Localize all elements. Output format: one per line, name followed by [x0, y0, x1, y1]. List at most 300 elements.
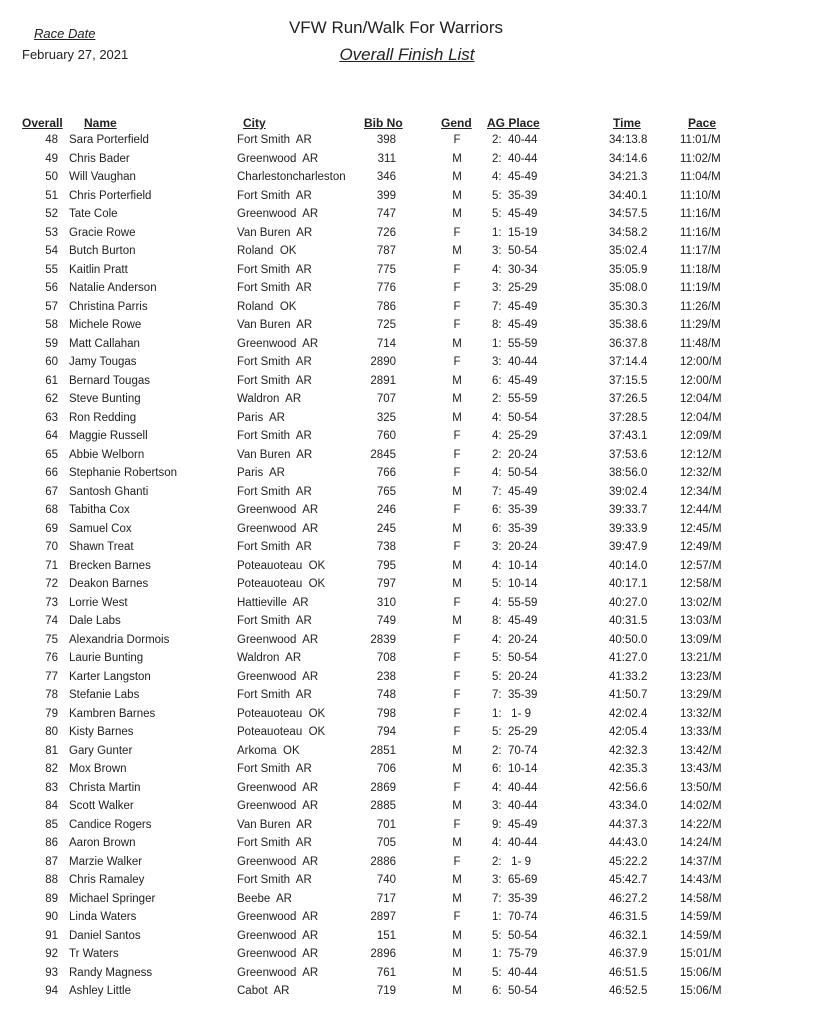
table-row	[0, 338, 820, 356]
table-row	[0, 319, 820, 337]
overall-cell: 67	[45, 485, 58, 498]
time-cell: 34:58.2	[609, 226, 648, 239]
name-cell: Candice Rogers	[69, 818, 152, 831]
table-row	[0, 282, 820, 300]
pace-cell: 14:43/M	[680, 874, 722, 886]
overall-cell: 62	[45, 393, 58, 405]
city-cell: Greenwood AR	[237, 948, 319, 960]
name-cell: Brecken Barnes	[69, 559, 151, 572]
city-cell: Waldron AR	[237, 393, 302, 405]
table-row	[0, 208, 820, 226]
table-row	[0, 726, 820, 744]
overall-cell: 78	[45, 689, 58, 701]
time-cell: 40:27.0	[609, 596, 648, 609]
gender-cell: F	[453, 541, 461, 553]
pace-cell: 13:43/M	[680, 763, 722, 775]
bib-cell: 701	[376, 818, 396, 831]
ag-place-cell: 1: 75-79	[492, 948, 538, 960]
pace-cell: 12:09/M	[680, 430, 722, 442]
bib-cell: 748	[376, 689, 396, 701]
name-cell: Abbie Welborn	[69, 448, 145, 461]
ag-place-cell: 4: 50-54	[492, 411, 538, 424]
bib-cell: 2891	[370, 374, 396, 387]
gender-cell: F	[453, 263, 461, 276]
bib-cell: 246	[376, 504, 396, 516]
name-cell: Chris Bader	[69, 152, 130, 165]
ag-place-cell: 5: 40-44	[492, 966, 538, 979]
name-cell: Aaron Brown	[69, 837, 136, 849]
city-cell: Greenwood AR	[237, 208, 319, 220]
gender-cell: F	[453, 467, 461, 479]
pace-cell: 11:10/M	[680, 189, 721, 202]
name-cell: Natalie Anderson	[69, 282, 157, 294]
gender-cell: F	[453, 689, 461, 701]
city-cell: Paris AR	[237, 467, 285, 479]
time-cell: 34:21.3	[609, 171, 648, 183]
name-cell: Michele Rowe	[69, 319, 142, 331]
table-row	[0, 467, 820, 485]
city-cell: Van Buren AR	[237, 226, 313, 239]
ag-place-cell: 2: 55-59	[492, 393, 538, 405]
name-cell: Christina Parris	[69, 300, 148, 313]
ag-place-cell: 1: 55-59	[492, 337, 538, 350]
bib-cell: 798	[376, 707, 396, 720]
gender-cell: M	[452, 245, 462, 257]
city-cell: Van Buren AR	[237, 319, 313, 331]
bib-cell: 2886	[370, 855, 396, 868]
table-row	[0, 874, 820, 892]
overall-cell: 63	[45, 411, 58, 424]
gender-cell: F	[453, 781, 461, 794]
city-cell: Greenwood AR	[237, 633, 319, 646]
bib-cell: 706	[376, 763, 396, 775]
table-row	[0, 153, 820, 171]
gender-cell: F	[453, 504, 461, 516]
column-header-ag-place: AG Place	[487, 116, 540, 130]
time-cell: 35:05.9	[609, 263, 648, 276]
pace-cell: 14:02/M	[680, 800, 722, 812]
city-cell: Fort Smith AR	[237, 874, 312, 886]
pace-cell: 11:04/M	[680, 171, 721, 183]
pace-cell: 12:58/M	[680, 578, 722, 590]
ag-place-cell: 4: 25-29	[492, 430, 538, 442]
city-cell: Greenwood AR	[237, 966, 319, 979]
table-row	[0, 597, 820, 615]
city-cell: Fort Smith AR	[237, 356, 312, 368]
time-cell: 37:53.6	[609, 448, 648, 461]
time-cell: 41:50.7	[609, 689, 648, 701]
name-cell: Steve Bunting	[69, 393, 141, 405]
ag-place-cell: 5: 45-49	[492, 208, 538, 220]
ag-place-cell: 6: 45-49	[492, 374, 538, 387]
gender-cell: M	[452, 208, 462, 220]
bib-cell: 2869	[370, 781, 396, 794]
gender-cell: M	[452, 374, 462, 387]
time-cell: 41:27.0	[609, 652, 648, 664]
table-row	[0, 449, 820, 467]
ag-place-cell: 3: 50-54	[492, 245, 538, 257]
table-row	[0, 560, 820, 578]
city-cell: Greenwood AR	[237, 781, 319, 794]
table-row	[0, 819, 820, 837]
pace-cell: 11:29/M	[680, 319, 721, 331]
name-cell: Ron Redding	[69, 411, 137, 424]
overall-cell: 58	[45, 319, 58, 331]
time-cell: 40:17.1	[609, 578, 648, 590]
gender-cell: F	[453, 226, 461, 239]
time-cell: 39:33.9	[609, 522, 648, 535]
ag-place-cell: 3: 65-69	[492, 874, 538, 886]
overall-cell: 50	[45, 171, 58, 183]
city-cell: Van Buren AR	[237, 448, 313, 461]
table-row	[0, 800, 820, 818]
pace-cell: 12:00/M	[680, 374, 722, 387]
gender-cell: M	[452, 522, 462, 535]
overall-cell: 77	[45, 670, 58, 683]
table-row	[0, 856, 820, 874]
time-cell: 38:56.0	[609, 467, 648, 479]
name-cell: Butch Burton	[69, 245, 136, 257]
gender-cell: F	[453, 430, 461, 442]
ag-place-cell: 3: 25-29	[492, 282, 538, 294]
bib-cell: 2897	[370, 911, 396, 923]
overall-cell: 94	[45, 985, 58, 997]
name-cell: Bernard Tougas	[69, 374, 150, 387]
ag-place-cell: 7: 45-49	[492, 485, 538, 498]
name-cell: Kisty Barnes	[69, 726, 134, 738]
overall-cell: 52	[45, 208, 58, 220]
name-cell: Stephanie Robertson	[69, 467, 178, 479]
ag-place-cell: 8: 45-49	[492, 615, 538, 627]
city-cell: Poteauoteau OK	[237, 578, 326, 590]
ag-place-cell: 1: 15-19	[492, 226, 538, 239]
overall-cell: 89	[45, 892, 58, 905]
name-cell: Tr Waters	[69, 948, 119, 960]
name-cell: Dale Labs	[69, 615, 121, 627]
overall-cell: 60	[45, 356, 58, 368]
table-row	[0, 190, 820, 208]
gender-cell: M	[452, 837, 462, 849]
time-cell: 39:02.4	[609, 485, 648, 498]
gender-cell: F	[453, 707, 461, 720]
overall-cell: 68	[45, 504, 58, 516]
name-cell: Chris Ramaley	[69, 874, 145, 886]
overall-cell: 76	[45, 652, 58, 664]
city-cell: Poteauoteau OK	[237, 559, 326, 572]
overall-cell: 86	[45, 837, 58, 849]
pace-cell: 13:50/M	[680, 781, 722, 794]
pace-cell: 12:04/M	[680, 393, 722, 405]
gender-cell: M	[452, 948, 462, 960]
table-row	[0, 134, 820, 152]
bib-cell: 766	[376, 467, 396, 479]
pace-cell: 11:26/M	[680, 300, 721, 313]
name-cell: Sara Porterfield	[69, 134, 149, 146]
overall-cell: 84	[45, 800, 58, 812]
ag-place-cell: 5: 50-54	[492, 652, 538, 664]
table-row	[0, 745, 820, 763]
pace-cell: 11:02/M	[680, 152, 721, 165]
city-cell: Greenwood AR	[237, 504, 319, 516]
table-row	[0, 541, 820, 559]
column-header-name: Name	[84, 116, 117, 130]
time-cell: 45:42.7	[609, 874, 648, 886]
city-cell: Beebe AR	[237, 892, 292, 905]
table-row	[0, 171, 820, 189]
overall-cell: 49	[45, 152, 58, 165]
city-cell: Fort Smith AR	[237, 541, 312, 553]
gender-cell: M	[452, 615, 462, 627]
overall-cell: 92	[45, 948, 58, 960]
bib-cell: 740	[376, 874, 396, 886]
gender-cell: F	[453, 855, 461, 868]
name-cell: Santosh Ghanti	[69, 485, 149, 498]
bib-cell: 794	[376, 726, 396, 738]
pace-cell: 11:16/M	[680, 226, 721, 239]
city-cell: Roland OK	[237, 245, 297, 257]
pace-cell: 13:32/M	[680, 707, 722, 720]
table-row	[0, 615, 820, 633]
gender-cell: M	[452, 985, 462, 997]
city-cell: Paris AR	[237, 411, 285, 424]
time-cell: 44:37.3	[609, 818, 648, 831]
bib-cell: 726	[376, 226, 396, 239]
overall-cell: 87	[45, 855, 58, 868]
gender-cell: M	[452, 800, 462, 812]
pace-cell: 13:02/M	[680, 596, 722, 609]
gender-cell: M	[452, 763, 462, 775]
time-cell: 42:35.3	[609, 763, 648, 775]
name-cell: Scott Walker	[69, 800, 134, 812]
time-cell: 34:13.8	[609, 134, 648, 146]
bib-cell: 707	[376, 393, 396, 405]
time-cell: 35:02.4	[609, 245, 648, 257]
ag-place-cell: 6: 50-54	[492, 985, 538, 997]
bib-cell: 2839	[370, 633, 396, 646]
time-cell: 42:56.6	[609, 781, 648, 794]
pace-cell: 13:29/M	[680, 689, 722, 701]
bib-cell: 399	[376, 189, 396, 202]
gender-cell: F	[453, 633, 461, 646]
ag-place-cell: 5: 50-54	[492, 929, 538, 942]
name-cell: Gary Gunter	[69, 744, 133, 757]
time-cell: 37:14.4	[609, 356, 648, 368]
table-row	[0, 967, 820, 985]
name-cell: Maggie Russell	[69, 430, 148, 442]
pace-cell: 14:59/M	[680, 911, 722, 923]
name-cell: Kaitlin Pratt	[69, 263, 128, 276]
pace-cell: 12:57/M	[680, 559, 722, 572]
overall-cell: 90	[45, 911, 58, 923]
name-cell: Jamy Tougas	[69, 356, 137, 368]
ag-place-cell: 2: 20-24	[492, 448, 538, 461]
city-cell: Fort Smith AR	[237, 282, 312, 294]
page-subtitle-text: Overall Finish List	[339, 45, 475, 64]
gender-cell: F	[453, 448, 461, 461]
name-cell: Tabitha Cox	[69, 504, 130, 516]
city-cell: Fort Smith AR	[237, 837, 312, 849]
overall-cell: 71	[45, 559, 58, 572]
table-row	[0, 837, 820, 855]
city-cell: Poteauoteau OK	[237, 726, 326, 738]
overall-cell: 66	[45, 467, 58, 479]
overall-cell: 57	[45, 300, 58, 313]
bib-cell: 725	[376, 319, 396, 331]
bib-cell: 311	[377, 152, 396, 165]
name-cell: Will Vaughan	[69, 171, 136, 183]
ag-place-cell: 8: 45-49	[492, 319, 538, 331]
race-date-label: Race Date	[34, 26, 96, 41]
pace-cell: 12:49/M	[680, 541, 722, 553]
overall-cell: 56	[45, 282, 58, 294]
gender-cell: M	[452, 393, 462, 405]
pace-cell: 13:09/M	[680, 633, 722, 646]
pace-cell: 14:37/M	[680, 855, 722, 868]
name-cell: Ashley Little	[69, 985, 132, 997]
city-cell: Fort Smith AR	[237, 134, 312, 146]
overall-cell: 59	[45, 337, 58, 350]
pace-cell: 14:58/M	[680, 892, 722, 905]
gender-cell: F	[453, 818, 461, 831]
name-cell: Gracie Rowe	[69, 226, 136, 239]
table-row	[0, 930, 820, 948]
city-cell: Fort Smith AR	[237, 485, 312, 498]
city-cell: Greenwood AR	[237, 337, 319, 350]
city-cell: Greenwood AR	[237, 855, 319, 868]
bib-cell: 719	[376, 985, 396, 997]
city-cell: Charlestoncharleston	[237, 171, 346, 183]
time-cell: 46:37.9	[609, 948, 648, 960]
bib-cell: 714	[376, 337, 396, 350]
city-cell: Greenwood AR	[237, 911, 319, 923]
ag-place-cell: 7: 35-39	[492, 689, 538, 701]
time-cell: 45:22.2	[609, 855, 648, 868]
city-cell: Greenwood AR	[237, 929, 319, 942]
city-cell: Fort Smith AR	[237, 689, 312, 701]
gender-cell: M	[452, 929, 462, 942]
bib-cell: 398	[376, 134, 396, 146]
pace-cell: 12:12/M	[680, 448, 722, 461]
column-header-overall: Overall	[22, 116, 63, 130]
pace-cell: 15:01/M	[680, 948, 722, 960]
ag-place-cell: 5: 20-24	[492, 670, 538, 683]
gender-cell: F	[453, 670, 461, 683]
overall-cell: 70	[45, 541, 58, 553]
pace-cell: 12:32/M	[680, 467, 722, 479]
column-header-gend: Gend	[441, 116, 472, 130]
column-header-bib: Bib No	[364, 116, 403, 130]
overall-cell: 48	[45, 134, 58, 146]
ag-place-cell: 1: 70-74	[492, 911, 538, 923]
gender-cell: M	[452, 966, 462, 979]
time-cell: 39:33.7	[609, 504, 648, 516]
name-cell: Stefanie Labs	[69, 689, 140, 701]
gender-cell: F	[453, 282, 461, 294]
overall-cell: 72	[45, 578, 58, 590]
city-cell: Fort Smith AR	[237, 763, 312, 775]
overall-cell: 88	[45, 874, 58, 886]
name-cell: Marzie Walker	[69, 855, 143, 868]
bib-cell: 708	[376, 652, 396, 664]
table-row	[0, 393, 820, 411]
time-cell: 35:08.0	[609, 282, 648, 294]
ag-place-cell: 2: 1- 9	[492, 855, 531, 868]
name-cell: Laurie Bunting	[69, 652, 144, 664]
name-cell: Shawn Treat	[69, 541, 134, 553]
bib-cell: 238	[376, 670, 396, 683]
bib-cell: 2885	[370, 800, 396, 812]
overall-cell: 51	[45, 189, 58, 202]
time-cell: 46:32.1	[609, 929, 648, 942]
ag-place-cell: 7: 45-49	[492, 300, 538, 313]
name-cell: Karter Langston	[69, 670, 151, 683]
city-cell: Greenwood AR	[237, 800, 319, 812]
table-row	[0, 227, 820, 245]
pace-cell: 13:33/M	[680, 726, 722, 738]
pace-cell: 12:34/M	[680, 485, 722, 498]
overall-cell: 91	[45, 929, 58, 942]
time-cell: 46:27.2	[609, 892, 648, 905]
overall-cell: 79	[45, 707, 58, 720]
bib-cell: 151	[376, 929, 396, 942]
pace-cell: 12:00/M	[680, 356, 722, 368]
bib-cell: 795	[376, 559, 396, 572]
column-header-time: Time	[613, 116, 641, 130]
name-cell: Matt Callahan	[69, 337, 140, 350]
gender-cell: M	[452, 578, 462, 590]
bib-cell: 761	[376, 966, 396, 979]
city-cell: Greenwood AR	[237, 670, 319, 683]
bib-cell: 786	[376, 300, 396, 313]
table-row	[0, 634, 820, 652]
ag-place-cell: 2: 70-74	[492, 744, 538, 757]
page-title-text: VFW Run/Walk For Warriors	[288, 18, 504, 37]
overall-cell: 85	[45, 818, 58, 831]
table-row	[0, 911, 820, 929]
overall-cell: 64	[45, 430, 58, 442]
gender-cell: F	[453, 134, 461, 146]
table-row	[0, 689, 820, 707]
time-cell: 37:26.5	[609, 393, 648, 405]
name-cell: Christa Martin	[69, 781, 141, 794]
pace-cell: 11:19/M	[680, 282, 721, 294]
bib-cell: 705	[376, 837, 396, 849]
time-cell: 46:51.5	[609, 966, 648, 979]
table-row	[0, 375, 820, 393]
time-cell: 42:02.4	[609, 707, 648, 720]
gender-cell: M	[452, 744, 462, 757]
table-row	[0, 486, 820, 504]
time-cell: 34:14.6	[609, 152, 648, 165]
city-cell: Waldron AR	[237, 652, 302, 664]
city-cell: Fort Smith AR	[237, 615, 312, 627]
bib-cell: 738	[376, 541, 396, 553]
ag-place-cell: 9: 45-49	[492, 818, 538, 831]
table-row	[0, 430, 820, 448]
name-cell: Alexandria Dormois	[69, 633, 170, 646]
overall-cell: 73	[45, 596, 58, 609]
gender-cell: F	[453, 319, 461, 331]
ag-place-cell: 4: 40-44	[492, 781, 538, 794]
pace-cell: 11:18/M	[680, 263, 721, 276]
table-row	[0, 523, 820, 541]
gender-cell: M	[452, 189, 462, 202]
overall-cell: 61	[45, 374, 58, 387]
name-cell: Randy Magness	[69, 966, 153, 979]
bib-cell: 346	[376, 171, 396, 183]
bib-cell: 797	[376, 578, 396, 590]
name-cell: Chris Porterfield	[69, 189, 152, 202]
